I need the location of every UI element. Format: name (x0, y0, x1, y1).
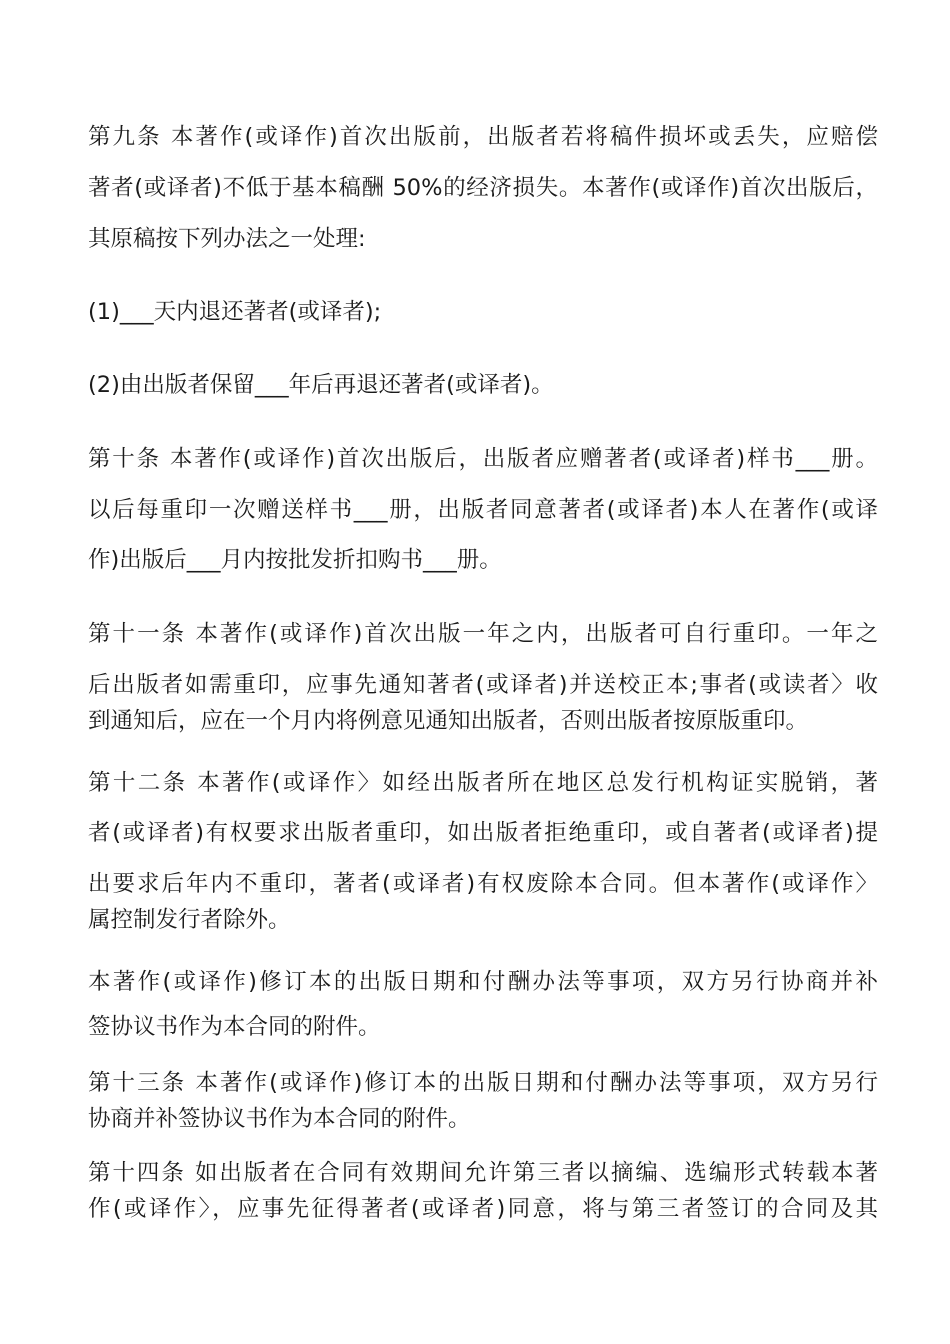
article-13-line-2: 协商并补签协议书作为本合同的附件。 (88, 1106, 471, 1132)
article-12-line-2: 者(或译者)有权要求出版者重印，如出版者拒绝重印，或自著者(或译者)提 (88, 820, 878, 846)
article-10-line-1: 第十条 本著作(或译作)首次出版后，出版者应赠著者(或译者)样书___册。 (88, 446, 878, 472)
item-1-line: (1)___天内退还著者(或译者); (88, 299, 382, 325)
revision-note-line-2: 签协议书作为本合同的附件。 (88, 1014, 381, 1040)
article-13-line-1: 第十三条 本著作(或译作)修订本的出版日期和付酬办法等事项，双方另行 (88, 1070, 878, 1096)
article-11-line-2: 后出版者如需重印，应事先通知著者(或译者)并送校正本;事者(或读者〉收 (88, 672, 878, 698)
article-14-line-2: 作(或译作〉，应事先征得著者(或译者)同意，将与第三者签订的合同及其 (88, 1196, 878, 1222)
article-9-line-3: 其原稿按下列办法之一处理: (88, 226, 366, 252)
article-12-line-4: 属控制发行者除外。 (88, 907, 291, 933)
article-9-line-2: 著者(或译者)不低于基本稿酬 50%的经济损失。本著作(或译作)首次出版后， (88, 175, 878, 201)
article-10-line-3: 作)出版后___月内按批发折扣购书___册。 (88, 547, 502, 573)
article-11-line-1: 第十一条 本著作(或译作)首次出版一年之内，出版者可自行重印。一年之 (88, 621, 878, 647)
article-11-line-3: 到通知后，应在一个月内将例意见通知出版者，否则出版者按原版重印。 (88, 708, 809, 734)
article-10-line-2: 以后每重印一次赠送样书___册，出版者同意著者(或译者)本人在著作(或译 (88, 497, 878, 523)
revision-note-line-1: 本著作(或译作)修订本的出版日期和付酬办法等事项，双方另行协商并补 (88, 969, 878, 995)
article-9-line-1: 第九条 本著作(或译作)首次出版前，出版者若将稿件损坏或丢失，应赔偿 (88, 124, 878, 150)
article-12-line-1: 第十二条 本著作(或译作〉如经出版者所在地区总发行机构证实脱销，著 (88, 770, 878, 796)
article-12-line-3: 出要求后年内不重印，著者(或译者)有权废除本合同。但本著作(或译作〉 (88, 871, 878, 897)
article-14-line-1: 第十四条 如出版者在合同有效期间允许第三者以摘编、选编形式转载本著 (88, 1160, 878, 1186)
item-2-line: (2)由出版者保留___年后再退还著者(或译者)。 (88, 372, 554, 398)
